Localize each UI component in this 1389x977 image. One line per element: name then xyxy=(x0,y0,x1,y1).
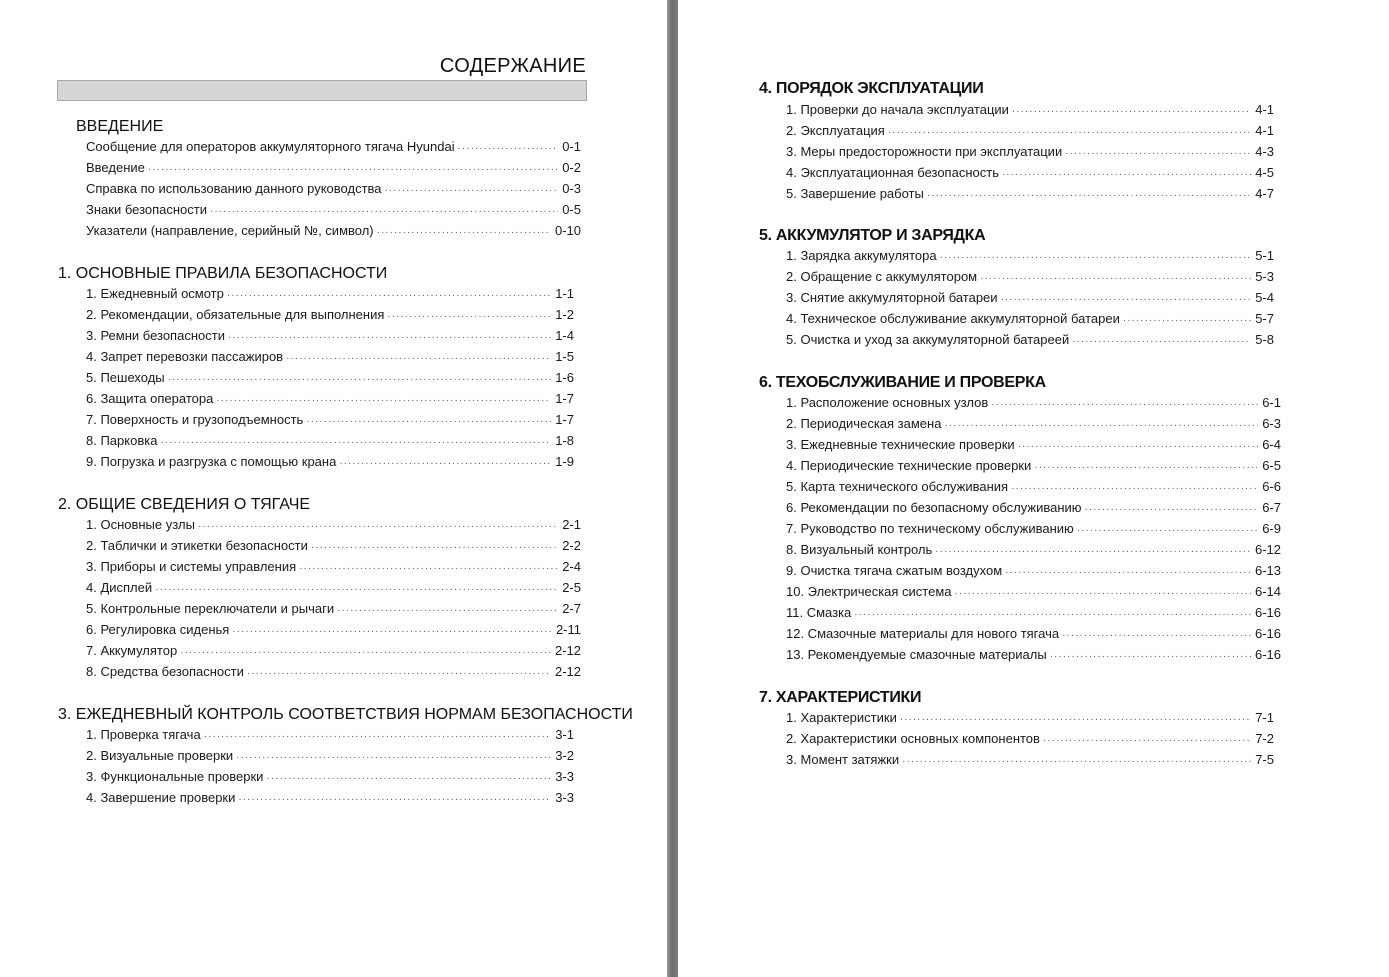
toc-entry[interactable] xyxy=(786,392,1281,413)
dot-leader xyxy=(980,268,1251,289)
toc-entry-label: 2. Визуальные проверки xyxy=(86,748,234,763)
toc-entry-label: 4. Запрет перевозки пассажиров xyxy=(86,349,284,364)
toc-section-3 xyxy=(58,705,633,725)
dot-leader xyxy=(228,327,551,348)
toc-entry-page-number: 1-5 xyxy=(555,349,574,364)
toc-entry[interactable] xyxy=(786,245,1274,266)
dot-leader xyxy=(888,122,1251,143)
toc-entry[interactable] xyxy=(786,266,1274,287)
toc-entry-page-number: 1-2 xyxy=(555,307,574,322)
toc-entry-label: 3. Ремни безопасности xyxy=(86,328,225,343)
toc-entry-page-number: 5-7 xyxy=(1255,311,1274,326)
toc-entry-label: 12. Смазочные материалы для нового тягача xyxy=(786,626,1060,641)
toc-entry-label: 3. Приборы и системы управления xyxy=(86,559,297,574)
toc-entry-label: 6. Рекомендации по безопасному обслуживанию xyxy=(786,500,1082,515)
toc-entry-label: 4. Техническое обслуживание аккумуляторной батареи xyxy=(786,311,1120,326)
dot-leader xyxy=(458,138,559,159)
dot-leader xyxy=(1065,143,1251,164)
toc-section-4 xyxy=(759,79,983,99)
toc-entry[interactable] xyxy=(786,434,1281,455)
toc-entry[interactable] xyxy=(786,518,1281,539)
toc-entry-page-number: 2-11 xyxy=(555,622,581,637)
toc-entry-label: 10. Электрическая система xyxy=(786,584,952,599)
dot-leader xyxy=(198,516,558,537)
toc-entry[interactable] xyxy=(86,535,581,556)
toc-entry-page-number: 6-14 xyxy=(1254,584,1281,599)
section-title: 5. АККУМУЛЯТОР И ЗАРЯДКА xyxy=(759,227,986,244)
toc-entry[interactable] xyxy=(786,329,1274,350)
toc-entry[interactable] xyxy=(86,430,574,451)
section-title: 7. ХАРАКТЕРИСТИКИ xyxy=(759,689,922,706)
dot-leader xyxy=(232,621,552,642)
toc-entry-label: 2. Таблички и этикетки безопасности xyxy=(86,538,308,553)
toc-entry-label: 6. Регулировка сиденья xyxy=(86,622,230,637)
toc-entry-page-number: 1-8 xyxy=(555,433,574,448)
toc-entry-page-number: 2-1 xyxy=(562,517,581,532)
contents-title: СОДЕРЖАНИЕ xyxy=(439,55,586,77)
toc-entry[interactable] xyxy=(86,199,581,220)
toc-entry-label: 11. Смазка xyxy=(786,605,852,620)
toc-entry-page-number: 1-1 xyxy=(555,286,574,301)
page-gutter xyxy=(667,0,678,977)
toc-entry-page-number: 5-4 xyxy=(1255,290,1274,305)
toc-entry[interactable] xyxy=(786,749,1274,770)
toc-entry-page-number: 7-2 xyxy=(1255,731,1274,746)
dot-leader xyxy=(387,306,551,327)
toc-entry-page-number: 2-7 xyxy=(562,601,581,616)
toc-items-7 xyxy=(786,707,1274,770)
toc-entry-label: 1. Основные узлы xyxy=(86,517,195,532)
toc-entry-page-number: 6-7 xyxy=(1262,500,1281,515)
dot-leader xyxy=(339,453,551,474)
toc-entry-label: 9. Погрузка и разгрузка с помощью крана xyxy=(86,454,337,469)
toc-items-1 xyxy=(86,283,574,472)
toc-entry-label: 1. Проверка тягача xyxy=(86,727,201,742)
toc-entry-label: 5. Карта технического обслуживания xyxy=(786,479,1009,494)
section-title: 4. ПОРЯДОК ЭКСПЛУАТАЦИИ xyxy=(759,80,984,97)
dot-leader xyxy=(1018,436,1259,457)
dot-leader xyxy=(1072,331,1251,352)
dot-leader xyxy=(854,604,1251,625)
toc-entry[interactable] xyxy=(786,707,1274,728)
dot-leader xyxy=(1012,101,1251,122)
toc-entry-label: 3. Момент затяжки xyxy=(786,752,900,767)
toc-entry-label: 7. Руководство по техническому обслуживанию xyxy=(786,521,1074,536)
toc-entry-label: 2. Эксплуатация xyxy=(786,123,885,138)
dot-leader xyxy=(155,579,558,600)
toc-entry-label: 3. Меры предосторожности при эксплуатации xyxy=(786,144,1063,159)
title-underline-bar xyxy=(57,80,587,101)
toc-entry-page-number: 2-12 xyxy=(554,664,581,679)
section-title: 2. ОБЩИЕ СВЕДЕНИЯ О ТЯГАЧЕ xyxy=(58,496,311,513)
toc-entry-page-number: 3-1 xyxy=(555,727,574,742)
toc-entry-label: 4. Дисплей xyxy=(86,580,153,595)
toc-entry[interactable] xyxy=(786,120,1274,141)
toc-entry[interactable] xyxy=(86,409,574,430)
dot-leader xyxy=(337,600,558,621)
toc-entry[interactable] xyxy=(86,640,581,661)
toc-entry[interactable] xyxy=(86,304,574,325)
dot-leader xyxy=(1005,562,1251,583)
toc-section-2 xyxy=(58,495,310,515)
toc-entry-page-number: 4-1 xyxy=(1255,102,1274,117)
section-title: ВВЕДЕНИЕ xyxy=(76,118,164,135)
toc-entry-label: 1. Зарядка аккумулятора xyxy=(786,248,937,263)
toc-entry[interactable] xyxy=(86,367,574,388)
toc-entry-label: 8. Парковка xyxy=(86,433,158,448)
toc-entry-page-number: 5-1 xyxy=(1255,248,1274,263)
toc-items-3 xyxy=(86,724,574,808)
dot-leader xyxy=(1085,499,1259,520)
toc-entry-page-number: 6-3 xyxy=(1262,416,1281,431)
toc-entry-page-number: 6-13 xyxy=(1254,563,1281,578)
toc-entry-page-number: 1-6 xyxy=(555,370,574,385)
dot-leader xyxy=(944,415,1258,436)
toc-entry-page-number: 1-4 xyxy=(555,328,574,343)
toc-entry-page-number: 6-16 xyxy=(1254,605,1281,620)
toc-entry-page-number: 0-5 xyxy=(562,202,581,217)
toc-entry[interactable] xyxy=(786,476,1281,497)
toc-entry-page-number: 0-3 xyxy=(562,181,581,196)
toc-entry-label: 1. Ежедневный осмотр xyxy=(86,286,224,301)
toc-entry[interactable] xyxy=(86,451,574,472)
dot-leader xyxy=(160,432,551,453)
dot-leader xyxy=(238,789,551,810)
toc-entry[interactable] xyxy=(786,539,1281,560)
toc-entry-page-number: 7-5 xyxy=(1255,752,1274,767)
toc-entry-page-number: 6-5 xyxy=(1262,458,1281,473)
dot-leader xyxy=(940,247,1252,268)
toc-entry-label: Введение xyxy=(86,160,145,175)
dot-leader xyxy=(900,709,1251,730)
toc-entry[interactable] xyxy=(86,619,581,640)
toc-entry[interactable] xyxy=(786,497,1281,518)
dot-leader xyxy=(180,642,551,663)
toc-entry-page-number: 0-2 xyxy=(562,160,581,175)
toc-entry[interactable] xyxy=(86,745,574,766)
toc-entry[interactable] xyxy=(86,598,581,619)
section-title: 6. ТЕХОБСЛУЖИВАНИЕ И ПРОВЕРКА xyxy=(759,374,1046,391)
toc-entry-label: 3. Функциональные проверки xyxy=(86,769,264,784)
toc-entry-page-number: 2-4 xyxy=(562,559,581,574)
toc-section-7 xyxy=(759,688,921,708)
toc-entry[interactable] xyxy=(786,413,1281,434)
toc-entry[interactable] xyxy=(86,346,574,367)
toc-entry-label: 2. Периодическая замена xyxy=(786,416,942,431)
toc-entry-page-number: 6-12 xyxy=(1254,542,1281,557)
toc-items-2 xyxy=(86,514,581,682)
toc-entry-page-number: 6-4 xyxy=(1262,437,1281,452)
toc-entry-page-number: 4-5 xyxy=(1255,165,1274,180)
toc-entry-label: 1. Расположение основных узлов xyxy=(786,395,989,410)
dot-leader xyxy=(1123,310,1251,331)
toc-section-1 xyxy=(58,264,387,284)
dot-leader xyxy=(1034,457,1258,478)
toc-entry-label: 3. Снятие аккумуляторной батареи xyxy=(786,290,998,305)
dot-leader xyxy=(935,541,1251,562)
toc-entry-page-number: 2-5 xyxy=(562,580,581,595)
toc-items-4 xyxy=(786,99,1274,204)
dot-leader xyxy=(955,583,1251,604)
toc-entry-page-number: 4-3 xyxy=(1255,144,1274,159)
toc-entry-label: 7. Аккумулятор xyxy=(86,643,178,658)
toc-entry[interactable] xyxy=(786,602,1281,623)
toc-entry[interactable] xyxy=(86,136,581,157)
toc-items-6 xyxy=(786,392,1281,665)
toc-entry-page-number: 0-1 xyxy=(562,139,581,154)
toc-entry[interactable] xyxy=(786,287,1274,308)
toc-entry-page-number: 6-6 xyxy=(1262,479,1281,494)
toc-entry[interactable] xyxy=(86,283,574,304)
toc-entry-label: Знаки безопасности xyxy=(86,202,208,217)
toc-entry-page-number: 6-1 xyxy=(1262,395,1281,410)
toc-entry[interactable] xyxy=(786,141,1274,162)
toc-entry[interactable] xyxy=(786,183,1274,204)
toc-entry-page-number: 6-16 xyxy=(1254,647,1281,662)
dot-leader xyxy=(1077,520,1258,541)
dot-leader xyxy=(299,558,558,579)
toc-entry-label: 2. Рекомендации, обязательные для выполнения xyxy=(86,307,385,322)
toc-entry-page-number: 4-7 xyxy=(1255,186,1274,201)
toc-entry[interactable] xyxy=(86,577,581,598)
toc-entry-label: 5. Контрольные переключатели и рычаги xyxy=(86,601,335,616)
toc-entry-page-number: 6-9 xyxy=(1262,521,1281,536)
toc-entry-label: 5. Очистка и уход за аккумуляторной батареей xyxy=(786,332,1070,347)
toc-entry-page-number: 1-7 xyxy=(555,391,574,406)
toc-entry-page-number: 7-1 xyxy=(1255,710,1274,725)
toc-entry[interactable] xyxy=(786,728,1274,749)
toc-entry-label: 7. Поверхность и грузоподъемность xyxy=(86,412,304,427)
dot-leader xyxy=(1062,625,1251,646)
toc-entry[interactable] xyxy=(786,99,1274,120)
toc-entry[interactable] xyxy=(786,581,1281,602)
toc-section-6 xyxy=(759,373,1046,393)
toc-entry-label: 1. Характеристики xyxy=(786,710,897,725)
dot-leader xyxy=(385,180,559,201)
toc-entry-label: 5. Пешеходы xyxy=(86,370,165,385)
toc-entry-label: 8. Визуальный контроль xyxy=(786,542,933,557)
right-page xyxy=(678,0,1389,977)
section-title: 3. ЕЖЕДНЕВНЫЙ КОНТРОЛЬ СООТВЕТСТВИЯ НОРМАМ БЕЗОПАСНОСТИ xyxy=(58,706,633,723)
dot-leader xyxy=(1050,646,1251,667)
dot-leader xyxy=(204,726,552,747)
dot-leader xyxy=(1002,164,1251,185)
toc-entry-page-number: 3-3 xyxy=(555,790,574,805)
toc-entry-page-number: 3-2 xyxy=(555,748,574,763)
toc-entry-label: 2. Характеристики основных компонентов xyxy=(786,731,1040,746)
dot-leader xyxy=(216,390,551,411)
toc-entry-label: 1. Проверки до начала эксплуатации xyxy=(786,102,1009,117)
toc-entry-label: 6. Защита оператора xyxy=(86,391,214,406)
toc-entry[interactable] xyxy=(86,220,581,241)
toc-entry[interactable] xyxy=(86,514,581,535)
toc-entry[interactable] xyxy=(86,325,574,346)
toc-entry[interactable] xyxy=(786,162,1274,183)
toc-entry-label: 5. Завершение работы xyxy=(786,186,924,201)
dot-leader xyxy=(1043,730,1251,751)
toc-entry-label: 2. Обращение с аккумулятором xyxy=(786,269,978,284)
dot-leader xyxy=(1011,478,1258,499)
toc-entry[interactable] xyxy=(786,644,1281,665)
toc-entry-label: 3. Ежедневные технические проверки xyxy=(786,437,1015,452)
dot-leader xyxy=(1001,289,1252,310)
toc-entry-page-number: 2-12 xyxy=(554,643,581,658)
toc-section-intro xyxy=(76,117,163,137)
toc-entry[interactable] xyxy=(86,724,574,745)
dot-leader xyxy=(311,537,558,558)
dot-leader xyxy=(210,201,558,222)
dot-leader xyxy=(247,663,551,684)
toc-entry[interactable] xyxy=(786,560,1281,581)
toc-entry[interactable] xyxy=(86,661,581,682)
toc-entry[interactable] xyxy=(786,308,1274,329)
dot-leader xyxy=(286,348,551,369)
toc-entry-page-number: 5-8 xyxy=(1255,332,1274,347)
toc-entry[interactable] xyxy=(86,157,581,178)
toc-entry-page-number: 4-1 xyxy=(1255,123,1274,138)
dot-leader xyxy=(306,411,551,432)
toc-entry-page-number: 6-16 xyxy=(1254,626,1281,641)
toc-entry[interactable] xyxy=(86,556,581,577)
dot-leader xyxy=(927,185,1251,206)
left-page xyxy=(0,0,667,977)
toc-items-5 xyxy=(786,245,1274,350)
dot-leader xyxy=(168,369,552,390)
toc-entry[interactable] xyxy=(86,766,574,787)
toc-entry[interactable] xyxy=(86,178,581,199)
toc-entry-label: 4. Периодические технические проверки xyxy=(786,458,1032,473)
dot-leader xyxy=(227,285,551,306)
toc-items-intro xyxy=(86,136,581,241)
toc-entry[interactable] xyxy=(86,388,574,409)
dot-leader xyxy=(236,747,551,768)
toc-entry-page-number: 0-10 xyxy=(554,223,581,238)
toc-section-5 xyxy=(759,226,985,246)
toc-entry-label: 9. Очистка тягача сжатым воздухом xyxy=(786,563,1003,578)
toc-entry-page-number: 3-3 xyxy=(555,769,574,784)
dot-leader xyxy=(902,751,1251,772)
toc-entry-label: 4. Эксплуатационная безопасность xyxy=(786,165,999,180)
dot-leader xyxy=(266,768,551,789)
toc-entry-label: 4. Завершение проверки xyxy=(86,790,236,805)
toc-entry-page-number: 5-3 xyxy=(1255,269,1274,284)
toc-entry-page-number: 1-7 xyxy=(555,412,574,427)
dot-leader xyxy=(148,159,558,180)
toc-entry[interactable] xyxy=(786,455,1281,476)
dot-leader xyxy=(991,394,1258,415)
toc-entry-label: Справка по использованию данного руководства xyxy=(86,181,382,196)
toc-entry-label: 8. Средства безопасности xyxy=(86,664,244,679)
dot-leader xyxy=(377,222,551,243)
toc-entry-page-number: 1-9 xyxy=(555,454,574,469)
toc-entry-label: 13. Рекомендуемые смазочные материалы xyxy=(786,647,1047,662)
toc-entry-page-number: 2-2 xyxy=(562,538,581,553)
toc-entry[interactable] xyxy=(86,787,574,808)
section-title: 1. ОСНОВНЫЕ ПРАВИЛА БЕЗОПАСНОСТИ xyxy=(58,265,388,282)
toc-entry-label: Сообщение для операторов аккумуляторного тягача Hyundai xyxy=(86,139,455,154)
toc-entry-label: Указатели (направление, серийный №, символ) xyxy=(86,223,374,238)
toc-entry[interactable] xyxy=(786,623,1281,644)
